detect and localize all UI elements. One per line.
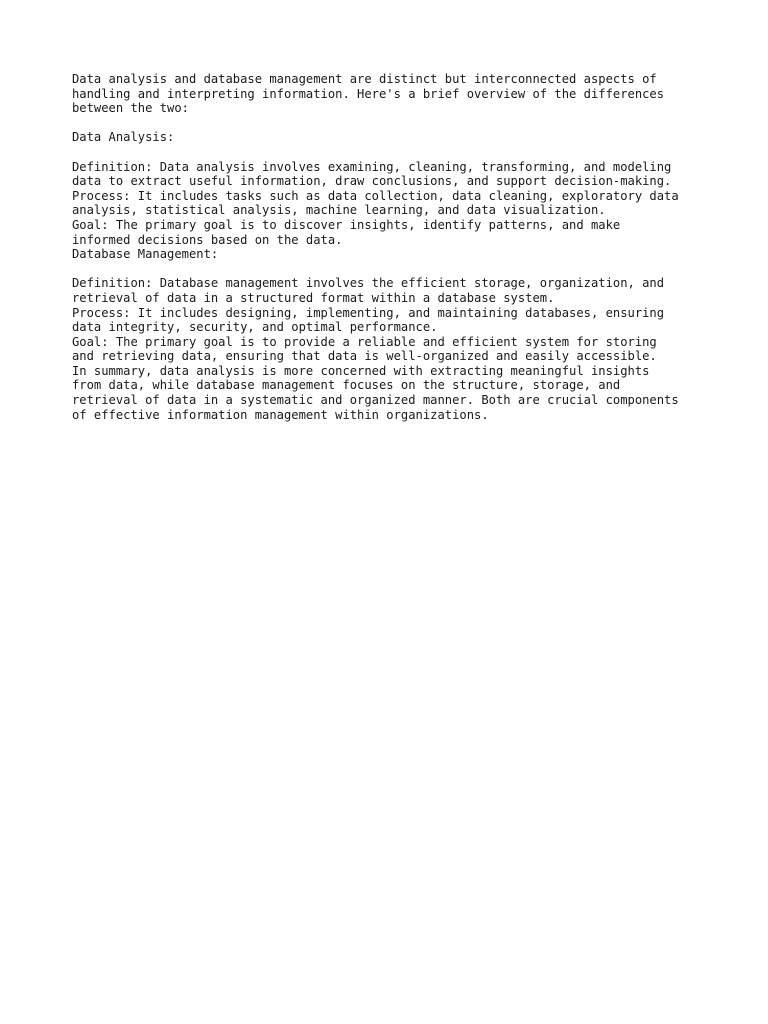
text-line: Definition: Data analysis involves examining, cleaning, transforming, and modeling (72, 159, 672, 174)
text-line: informed decisions based on the data. (72, 232, 343, 247)
database-management-section (72, 276, 712, 364)
text-line: Goal: The primary goal is to discover insights, identify patterns, and make (72, 217, 621, 232)
text-line: Process: It includes designing, implementing, and maintaining databases, ensuring (72, 305, 665, 320)
data-analysis-section (72, 160, 712, 248)
text-line: analysis, statistical analysis, machine learning, and data visualization. (72, 203, 606, 218)
text-line: Process: It includes tasks such as data collection, data cleaning, exploratory data (72, 188, 679, 203)
text-line: and retrieving data, ensuring that data is well-organized and easily accessible. (72, 349, 657, 364)
blank-line (72, 262, 712, 277)
text-line: of effective information management within organizations. (72, 407, 489, 422)
text-line: In summary, data analysis is more concerned with extracting meaningful insights (72, 363, 650, 378)
text-line: retrieval of data in a structured format within a database system. (72, 290, 555, 305)
intro-paragraph (72, 72, 712, 116)
text-line: between the two: (72, 101, 189, 116)
text-line: data integrity, security, and optimal performance. (72, 320, 438, 335)
text-line: data to extract useful information, draw conclusions, and support decision-making. (72, 174, 672, 189)
database-management-heading: Database Management: (72, 247, 219, 262)
text-line: retrieval of data in a systematic and organized manner. Both are crucial components (72, 393, 679, 408)
text-line: Definition: Database management involves the efficient storage, organization, and (72, 276, 665, 291)
text-line: Goal: The primary goal is to provide a reliable and efficient system for storing (72, 334, 657, 349)
text-line: Data analysis and database management are distinct but interconnected aspects of (72, 72, 657, 86)
data-analysis-heading: Data Analysis: (72, 130, 175, 145)
summary-paragraph (72, 364, 712, 422)
document-page (72, 72, 712, 422)
text-line: from data, while database management focuses on the structure, storage, and (72, 378, 621, 393)
text-line: handling and interpreting information. Here's a brief overview of the differences (72, 86, 665, 101)
blank-line (72, 145, 712, 160)
blank-line (72, 116, 712, 131)
